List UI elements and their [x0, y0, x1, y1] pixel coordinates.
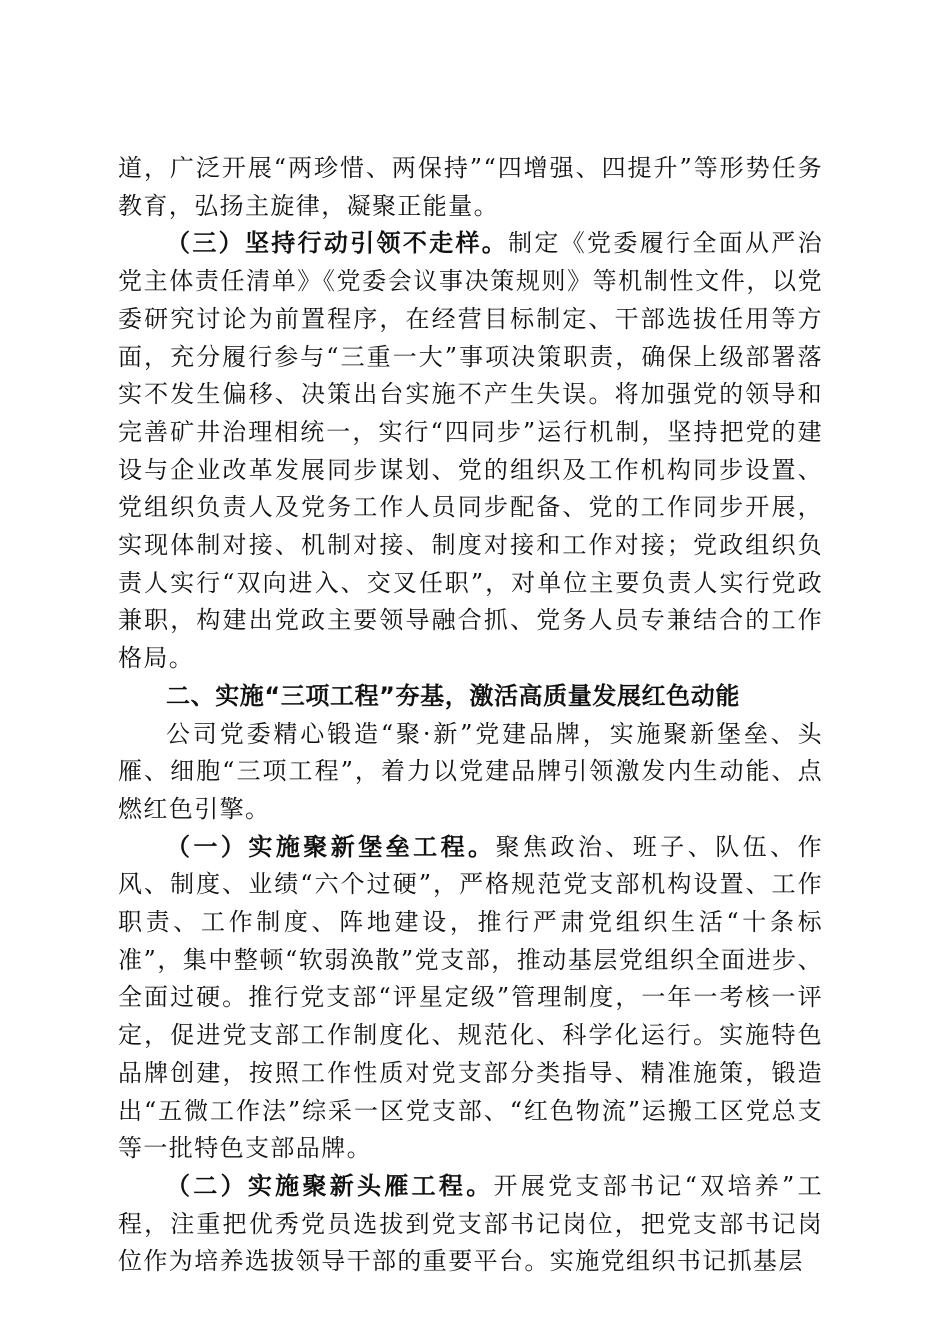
section-2-1-body: 聚焦政治、班子、队伍、作风、制度、业绩“六个过硬”，严格规范党支部机构设置、工作职责、工作制度、阵地建设，推行严肃党组织生活“十条标准”，集中整顿“软弱涣散”党支部，推动基层党组织全面进步、全面过硬。推行党支部“评星定级”管理制度，一年一考核一评定，促进党支部工作制度化、规范化、科学化运行。实施特色品牌创建，按照工作性质对党支部分类指导、精准施策，锻造出“五微工作法”综采一区党支部、“红色物流”运搬工区党总支等一批特色支部品牌。 [118, 832, 823, 1163]
paragraph-section-2-1 [118, 829, 823, 1168]
paragraph-section-1-3 [118, 225, 823, 677]
paragraph-section-2-2 [118, 1168, 823, 1281]
paragraph-continuation: 道，广泛开展“两珍惜、两保持”“四增强、四提升”等形势任务教育，弘扬主旋律，凝聚正能量。 [118, 154, 823, 220]
section-1-3-heading: （三）坚持行动引领不走样。 [166, 229, 509, 258]
section-1-3-body: 制定《党委履行全面从严治党主体责任清单》《党委会议事决策规则》等机制性文件，以党委研究讨论为前置程序，在经营目标制定、干部选拔任用等方面，充分履行参与“三重一大”事项决策职责，确保上级部署落实不发生偏移、决策出台实施不产生失误。将加强党的领导和完善矿井治理相统一，实行“四同步”运行机制，坚持把党的建设与企业改革发展同步谋划、党的组织及工作机构同步设置、党组织负责人及党务工作人员同步配备、党的工作同步开展，实现体制对接、机制对接、制度对接和工作对接；党政组织负责人实行“双向进入、交叉任职”，对单位主要负责人实行党政兼职，构建出党政主要领导融合抓、党务人员专兼结合的工作格局。 [118, 229, 823, 673]
section-2-intro: 公司党委精心锻造“聚·新”党建品牌，实施聚新堡垒、头雁、细胞“三项工程”，着力以党建品牌引领激发内生动能、点燃红色引擎。 [118, 719, 823, 823]
section-2-2-heading: （二）实施聚新头雁工程。 [166, 1171, 494, 1200]
section-2-2-body: 开展党支部书记“双培养”工程，注重把优秀党员选拔到党支部书记岗位，把党支部书记岗位作为培养选拔领导干部的重要平台。实施党组织书记抓基层 [118, 1171, 823, 1276]
section-2-heading: 二、实施“三项工程”夯基，激活高质量发展红色动能 [166, 681, 740, 710]
section-2-1-heading: （一）实施聚新堡垒工程。 [166, 832, 496, 861]
document-page [118, 150, 823, 1281]
